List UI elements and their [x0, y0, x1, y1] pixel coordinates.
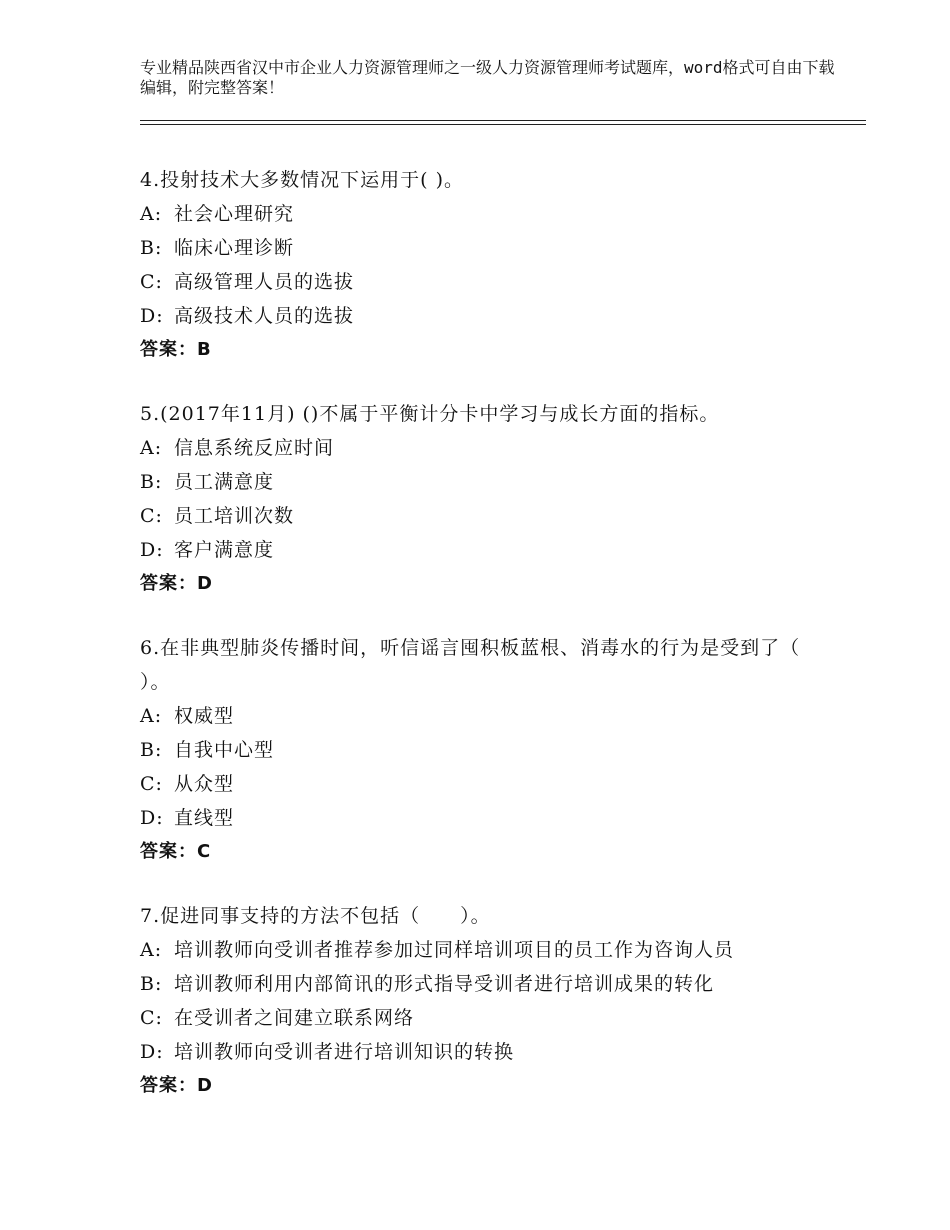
option-label: C: [140, 773, 163, 795]
option-b [140, 967, 820, 1001]
option-d [140, 801, 820, 835]
option-b [140, 733, 820, 767]
option-c [140, 499, 820, 533]
answer-line: 答案：D [140, 1075, 213, 1096]
option-label: A: [140, 939, 163, 961]
option-label: D: [140, 539, 164, 561]
question-4 [140, 163, 820, 367]
option-b [140, 231, 820, 265]
option-text: 员工培训次数 [174, 505, 295, 527]
option-text: 高级技术人员的选拔 [174, 305, 355, 327]
question-stem: 4.投射技术大多数情况下运用于( )。 [140, 169, 464, 191]
option-label: A: [140, 705, 163, 727]
question-list [140, 163, 820, 1133]
option-label: C: [140, 505, 163, 527]
option-text: 培训教师利用内部简讯的形式指导受训者进行培训成果的转化 [174, 973, 715, 995]
option-text: 在受训者之间建立联系网络 [174, 1007, 415, 1029]
option-a [140, 933, 820, 967]
option-b [140, 465, 820, 499]
option-text: 直线型 [174, 807, 235, 829]
question-stem: 7.促进同事支持的方法不包括（ ）。 [140, 905, 491, 927]
option-c [140, 767, 820, 801]
question-stem: 5.(2017年11月) ()不属于平衡计分卡中学习与成长方面的指标。 [140, 403, 720, 425]
option-text: 培训教师向受训者进行培训知识的转换 [174, 1041, 515, 1063]
option-label: C: [140, 271, 163, 293]
option-d [140, 533, 820, 567]
option-text: 自我中心型 [174, 739, 275, 761]
option-text: 社会心理研究 [174, 203, 295, 225]
header-divider [140, 120, 866, 125]
option-text: 从众型 [174, 773, 235, 795]
option-label: D: [140, 305, 164, 327]
option-label: D: [140, 1041, 164, 1063]
question-7 [140, 899, 820, 1103]
option-text: 客户满意度 [174, 539, 275, 561]
document-header: 专业精品陕西省汉中市企业人力资源管理师之一级人力资源管理师考试题库，word格式可自由下载编辑，附完整答案！ [140, 58, 835, 97]
answer-line: 答案：B [140, 339, 212, 360]
answer-line: 答案：C [140, 841, 212, 862]
option-a [140, 197, 820, 231]
option-label: A: [140, 437, 163, 459]
option-label: C: [140, 1007, 163, 1029]
option-text: 临床心理诊断 [174, 237, 295, 259]
option-text: 信息系统反应时间 [174, 437, 335, 459]
option-label: B: [140, 739, 163, 761]
question-stem: 6.在非典型肺炎传播时间，听信谣言囤积板蓝根、消毒水的行为是受到了（ ）。 [140, 637, 801, 693]
option-label: D: [140, 807, 164, 829]
option-a [140, 699, 820, 733]
option-label: B: [140, 471, 163, 493]
question-6 [140, 631, 820, 869]
option-text: 高级管理人员的选拔 [174, 271, 355, 293]
option-label: A: [140, 203, 163, 225]
option-text: 员工满意度 [174, 471, 275, 493]
option-c [140, 1001, 820, 1035]
question-5 [140, 397, 820, 601]
answer-line: 答案：D [140, 573, 213, 594]
option-a [140, 431, 820, 465]
option-label: B: [140, 973, 163, 995]
option-d [140, 299, 820, 333]
option-text: 权威型 [174, 705, 235, 727]
option-c [140, 265, 820, 299]
option-label: B: [140, 237, 163, 259]
option-d [140, 1035, 820, 1069]
option-text: 培训教师向受训者推荐参加过同样培训项目的员工作为咨询人员 [174, 939, 735, 961]
